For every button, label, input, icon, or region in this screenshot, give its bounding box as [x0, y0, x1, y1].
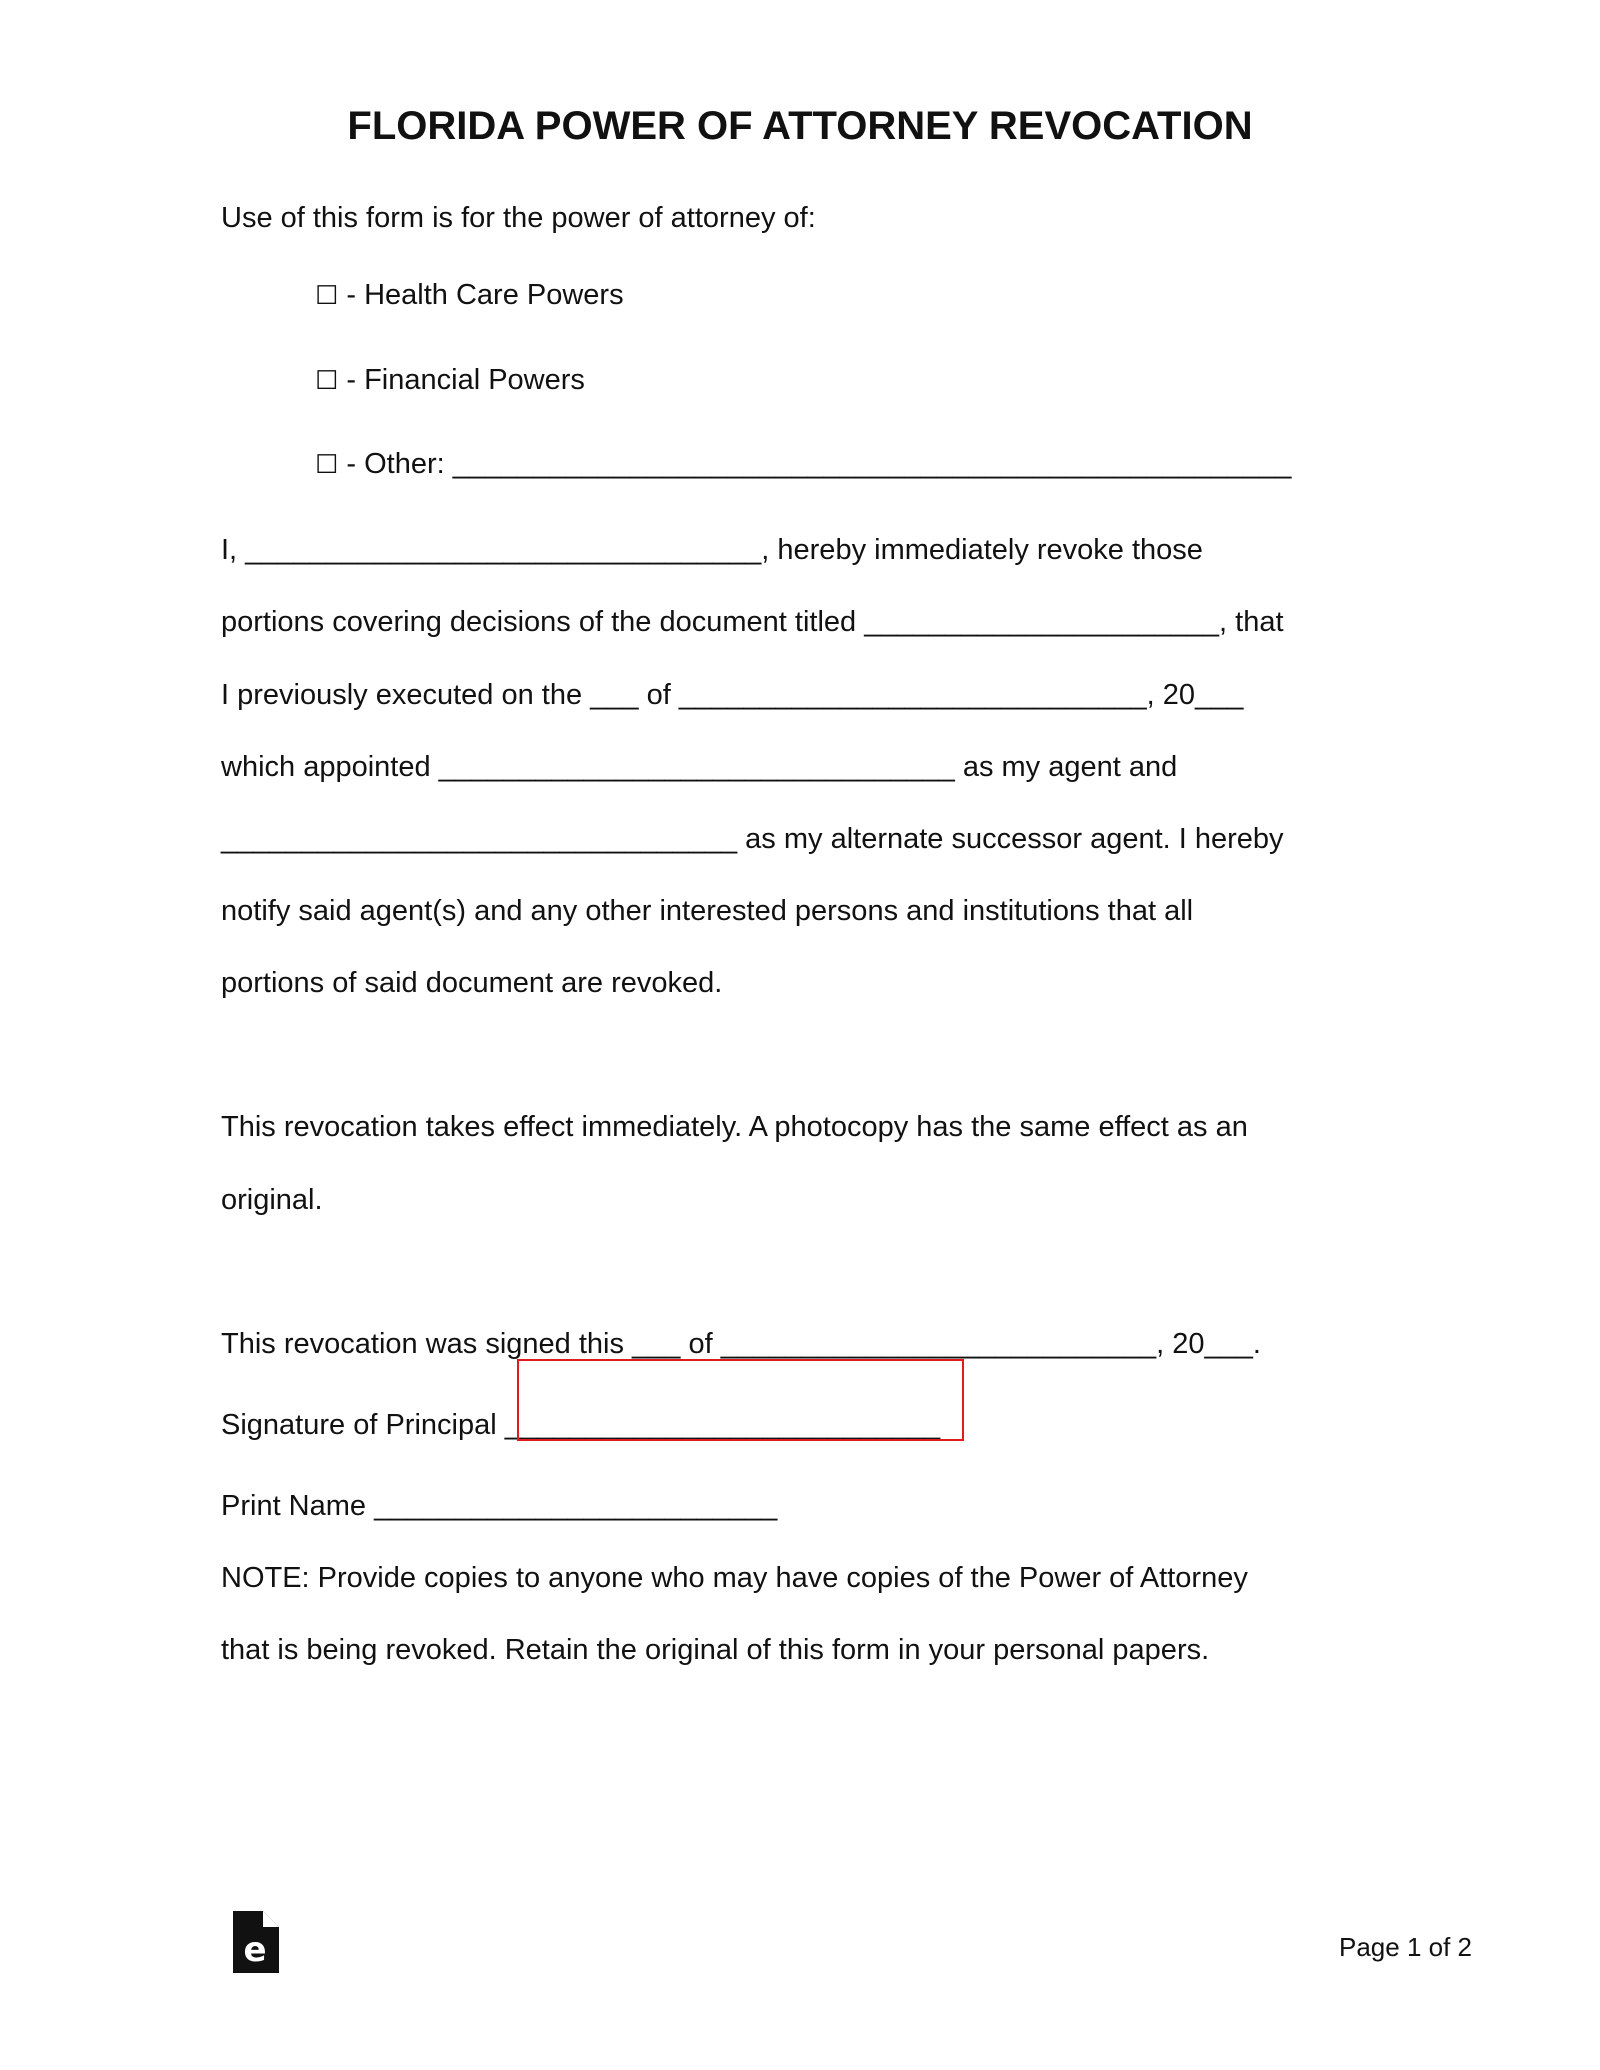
svg-text:e: e: [243, 1930, 267, 1970]
checkbox-icon[interactable]: ☐: [315, 366, 339, 396]
option-other[interactable]: [315, 446, 1291, 483]
effect-line: original.: [221, 1184, 323, 1216]
document-title: FLORIDA POWER OF ATTORNEY REVOCATION: [347, 104, 1253, 148]
page-number: Page 1 of 2: [1339, 1932, 1472, 1962]
note-line: that is being revoked. Retain the original of this form in your personal papers.: [221, 1634, 1210, 1666]
body-line: I, ________________________________, hereby immediately revoke those: [221, 534, 1203, 566]
option-label: - Health Care Powers: [338, 279, 624, 311]
option-label: - Other: ____________________________________________________: [338, 448, 1292, 480]
checkbox-icon[interactable]: ☐: [315, 450, 339, 480]
option-health-care[interactable]: [315, 277, 624, 314]
body-line: portions covering decisions of the document titled ______________________, that: [221, 606, 1284, 638]
body-line: I previously executed on the ___ of _____________________________, 20___: [221, 679, 1244, 711]
signature-input[interactable]: [517, 1359, 964, 1441]
print-name-line: Print Name _________________________: [221, 1490, 778, 1522]
body-line: which appointed ________________________________ as my agent and: [221, 751, 1178, 783]
signed-date-line: This revocation was signed this ___ of ___________________________, 20___.: [221, 1328, 1261, 1360]
intro-text: Use of this form is for the power of attorney of:: [221, 202, 816, 234]
body-line: portions of said document are revoked.: [221, 967, 723, 999]
body-line: notify said agent(s) and any other interested persons and institutions that all: [221, 895, 1194, 927]
body-line: ________________________________ as my alternate successor agent. I hereby: [221, 823, 1284, 855]
eforms-logo-icon: [233, 1911, 279, 1973]
note-line: NOTE: Provide copies to anyone who may have copies of the Power of Attorney: [221, 1562, 1248, 1594]
signature-label: Signature of Principal ___________________________: [221, 1409, 941, 1441]
option-label: - Financial Powers: [338, 364, 585, 396]
checkbox-icon[interactable]: ☐: [315, 281, 339, 311]
option-financial[interactable]: [315, 362, 585, 399]
effect-line: This revocation takes effect immediately. A photocopy has the same effect as an: [221, 1111, 1248, 1143]
